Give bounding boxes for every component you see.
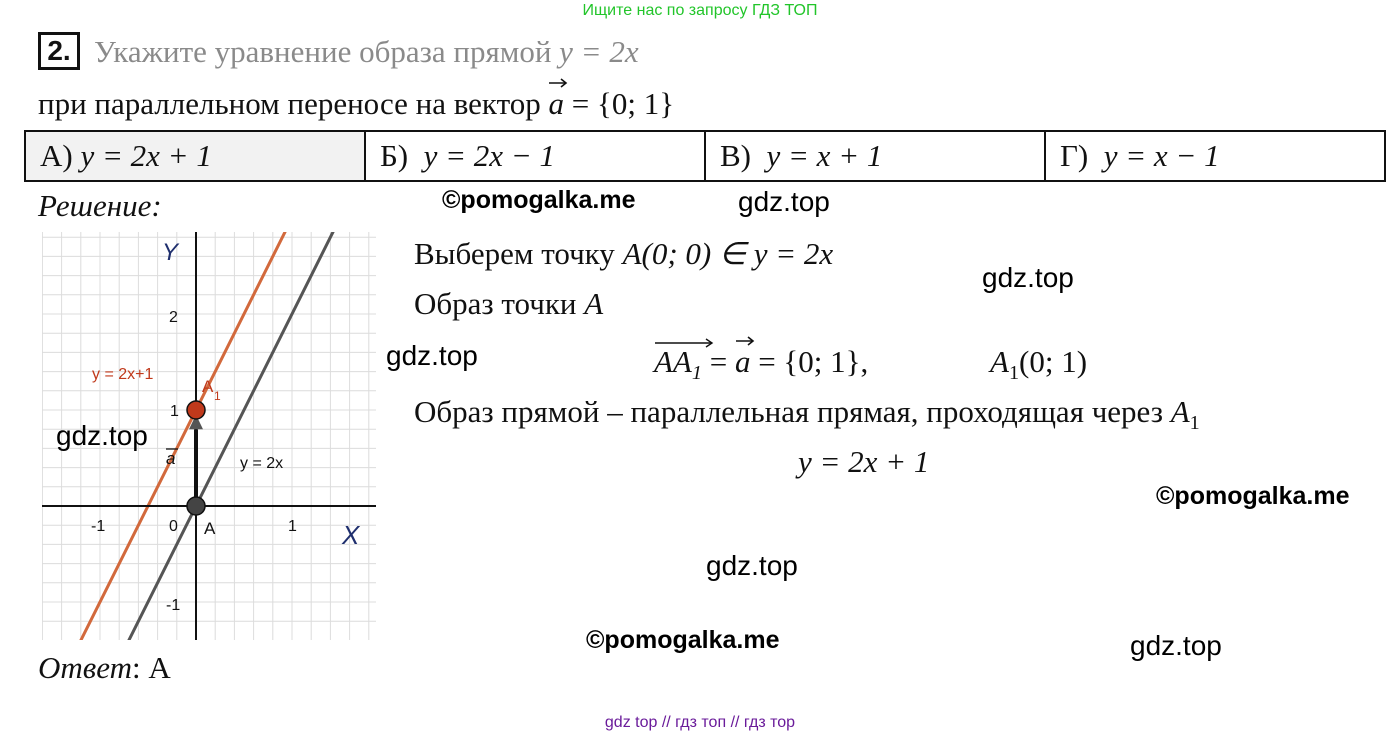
solution-line-2 <box>414 286 603 322</box>
gray-line-label: y = 2x <box>240 455 284 472</box>
answer <box>38 650 171 686</box>
tick-y-1: 1 <box>170 403 179 420</box>
orange-line-label: y = 2x+1 <box>92 366 154 383</box>
vector-arrow-icon <box>548 76 568 90</box>
solution-line-2-math: A <box>584 286 604 321</box>
option-v[interactable] <box>706 132 1046 180</box>
watermark-gdz-6: gdz.top <box>1130 630 1222 661</box>
top-banner: Ищите нас по запросу ГДЗ ТОП <box>582 2 818 19</box>
point-a <box>187 497 205 515</box>
option-v-math: y = x + 1 <box>766 138 883 173</box>
point-a1-coords <box>990 344 1087 385</box>
option-g-math: y = x − 1 <box>1103 138 1220 173</box>
solution-line-1 <box>414 236 833 272</box>
x-axis-label: X <box>342 520 360 550</box>
vector-aa1 <box>654 344 702 385</box>
watermark-gdz-4: gdz.top <box>56 420 148 451</box>
solution-label: Решение: <box>38 188 162 223</box>
solution-line-3-eq2: = {0; 1}, <box>758 344 869 379</box>
point-a1-letter: A <box>990 344 1009 379</box>
answer-options-table <box>24 130 1386 182</box>
watermark-gdz-5: gdz.top <box>706 550 798 581</box>
option-a-math: y = 2x + 1 <box>80 138 212 173</box>
option-a-label: А) <box>40 138 73 173</box>
problem-subtitle-text: при параллельном переносе на вектор <box>38 86 541 121</box>
vector-a-2-letter: a <box>734 344 751 379</box>
solution-line-3-eq: = <box>709 344 735 379</box>
watermark-gdz-2: gdz.top <box>982 262 1074 293</box>
option-b-math: y = 2x − 1 <box>423 138 555 173</box>
solution-line-4-sub: 1 <box>1189 412 1200 435</box>
vector-aa1-letters: AA <box>654 344 692 379</box>
solution-line-1-math: A(0; 0) ∈ y = 2x <box>622 236 834 271</box>
watermark-gdz-3: gdz.top <box>386 340 478 371</box>
tick-y-2: 2 <box>169 309 178 326</box>
solution-line-2-text: Образ точки <box>414 286 577 321</box>
bottom-links: gdz top // гдз топ // гдз тор <box>604 714 796 731</box>
option-b-label: Б) <box>380 138 409 173</box>
watermark-pomogalka-3: ©pomogalka.me <box>586 626 780 654</box>
vector-aa1-subscript: 1 <box>691 362 702 385</box>
tick-x-1: 1 <box>288 518 297 535</box>
point-a1-coordinates: (0; 1) <box>1019 344 1088 379</box>
problem-title-math: y = 2x <box>559 34 639 69</box>
solution-result: y = 2x + 1 <box>798 444 930 479</box>
watermark-gdz-1: gdz.top <box>738 186 830 217</box>
vector-a-letter: a <box>548 86 564 121</box>
problem-subtitle-math: = {0; 1} <box>571 86 675 121</box>
solution-line-4-text: Образ прямой – параллельная прямая, проходящая через <box>414 394 1163 429</box>
graph-vector-label: a <box>166 449 176 468</box>
option-v-label: В) <box>720 138 751 173</box>
answer-label: Ответ <box>38 650 132 685</box>
vector-a-2-arrow-icon <box>735 334 755 348</box>
solution-line-1-text: Выберем точку <box>414 236 615 271</box>
y-axis-label: Y <box>162 239 179 266</box>
watermark-pomogalka-1: ©pomogalka.me <box>442 186 636 214</box>
vector-a <box>548 86 564 122</box>
problem-subtitle <box>38 86 674 122</box>
problem-number: 2. <box>38 32 80 70</box>
option-g-label: Г) <box>1060 138 1089 173</box>
option-g[interactable] <box>1046 132 1384 180</box>
watermark-pomogalka-2: ©pomogalka.me <box>1156 482 1350 510</box>
point-a1-subscript: 1 <box>214 389 221 403</box>
solution-line-4-math: A <box>1170 394 1190 429</box>
tick-x-0: 0 <box>169 518 178 535</box>
option-a[interactable] <box>26 132 366 180</box>
tick-y-neg1: -1 <box>166 597 181 614</box>
solution-line-3 <box>654 344 868 385</box>
point-a1 <box>187 401 205 419</box>
problem-title <box>94 34 639 70</box>
option-b[interactable] <box>366 132 706 180</box>
vector-aa1-arrow-icon <box>654 336 714 350</box>
solution-line-4 <box>414 394 1200 435</box>
vector-a-2 <box>735 344 751 380</box>
point-a1-sub: 1 <box>1008 362 1020 385</box>
point-a-label: A <box>204 519 216 538</box>
tick-x-neg1: -1 <box>91 518 106 535</box>
answer-value: : А <box>131 650 171 685</box>
problem-title-text: Укажите уравнение образа прямой <box>94 34 552 69</box>
point-a1-label: A <box>202 377 214 396</box>
